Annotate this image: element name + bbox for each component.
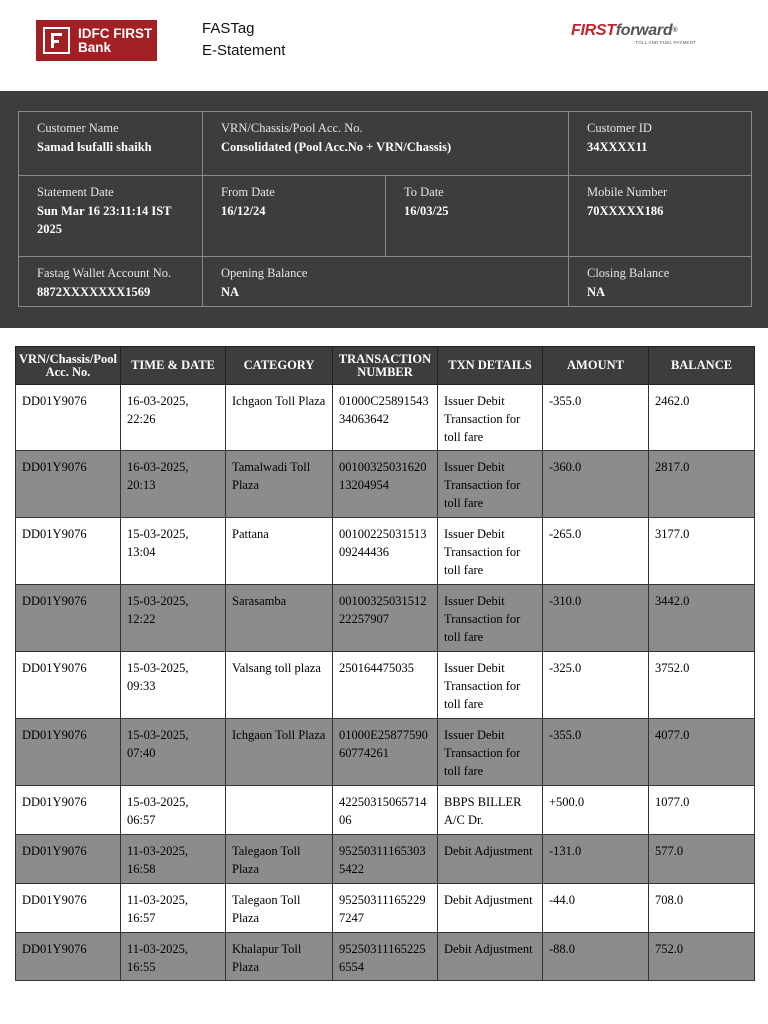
mobile-number-cell: [569, 176, 751, 257]
txn-details-cell: Issuer Debit Transaction for toll fare: [438, 451, 543, 518]
vrn-cell: [203, 112, 569, 176]
mobile-number-value: 70XXXXX186: [587, 204, 664, 218]
document-title-line1: FASTag: [202, 20, 255, 37]
time-date-cell: 11-03-2025, 16:55: [121, 933, 226, 981]
table-row: [16, 585, 755, 652]
table-header-row: [16, 347, 755, 385]
amount-cell: -265.0: [543, 518, 649, 585]
statement-summary-panel: [0, 91, 768, 328]
time-date-cell: 15-03-2025, 07:40: [121, 719, 226, 786]
document-title: [202, 18, 285, 62]
table-row: [16, 518, 755, 585]
table-row: [16, 652, 755, 719]
bank-logo-icon: [43, 27, 70, 54]
balance-cell: 3442.0: [649, 585, 755, 652]
transaction-number-cell: 01000E2587759060774261: [333, 719, 438, 786]
table-row: [16, 385, 755, 451]
closing-balance-cell: [569, 257, 751, 306]
vrn-cell: DD01Y9076: [16, 786, 121, 835]
wallet-account-value: 8872XXXXXXX1569: [37, 285, 151, 299]
time-date-cell: 16-03-2025, 22:26: [121, 385, 226, 451]
amount-cell: -310.0: [543, 585, 649, 652]
amount-cell: -88.0: [543, 933, 649, 981]
balance-cell: 708.0: [649, 884, 755, 933]
txn-details-cell: Debit Adjustment: [438, 835, 543, 884]
category-cell: Tamalwadi Toll Plaza: [226, 451, 333, 518]
txn-details-cell: Issuer Debit Transaction for toll fare: [438, 652, 543, 719]
transaction-number-cell: 0010032503151222257907: [333, 585, 438, 652]
category-cell: Talegaon Toll Plaza: [226, 835, 333, 884]
balance-cell: 4077.0: [649, 719, 755, 786]
transaction-number-cell: 4225031506571406: [333, 786, 438, 835]
time-date-cell: 16-03-2025, 20:13: [121, 451, 226, 518]
transaction-number-cell: 0010032503162013204954: [333, 451, 438, 518]
vrn-value: Consolidated (Pool Acc.No + VRN/Chassis): [221, 140, 452, 154]
balance-cell: 3752.0: [649, 652, 755, 719]
customer-name-value: Samad lsufalli shaikh: [37, 140, 152, 154]
time-date-cell: 15-03-2025, 06:57: [121, 786, 226, 835]
closing-balance-label: Closing Balance: [587, 266, 670, 280]
vrn-cell: DD01Y9076: [16, 835, 121, 884]
from-date-label: From Date: [221, 185, 275, 199]
transaction-number-cell: 952503111652297247: [333, 884, 438, 933]
transaction-number-cell: 250164475035: [333, 652, 438, 719]
opening-balance-cell: [203, 257, 569, 306]
col-header-amount: AMOUNT: [543, 347, 649, 385]
transaction-number-cell: 952503111652256554: [333, 933, 438, 981]
amount-cell: -131.0: [543, 835, 649, 884]
balance-cell: 3177.0: [649, 518, 755, 585]
bank-logo-name: IDFC FIRST: [78, 25, 153, 41]
category-cell: Ichgaon Toll Plaza: [226, 385, 333, 451]
vrn-cell: DD01Y9076: [16, 933, 121, 981]
table-row: [16, 719, 755, 786]
transaction-number-cell: 0010022503151309244436: [333, 518, 438, 585]
col-header-vrn: VRN/Chassis/Pool Acc. No.: [16, 347, 121, 385]
transaction-number-cell: 01000C2589154334063642: [333, 385, 438, 451]
to-date-label: To Date: [404, 185, 444, 199]
brand-tagline: TOLL AND FUEL PAYMENT: [635, 40, 696, 45]
category-cell: Pattana: [226, 518, 333, 585]
vrn-cell: DD01Y9076: [16, 884, 121, 933]
balance-cell: 2462.0: [649, 385, 755, 451]
txn-details-cell: Issuer Debit Transaction for toll fare: [438, 585, 543, 652]
vrn-cell: DD01Y9076: [16, 719, 121, 786]
statement-date-label: Statement Date: [37, 185, 114, 199]
customer-id-value: 34XXXX11: [587, 140, 648, 154]
col-header-transaction-number: TRANSACTION NUMBER: [333, 347, 438, 385]
statement-date-cell: [19, 176, 203, 257]
vrn-cell: DD01Y9076: [16, 585, 121, 652]
table-row: [16, 933, 755, 981]
to-date-value: 16/03/25: [404, 204, 449, 218]
transactions-table: [15, 346, 755, 981]
col-header-balance: BALANCE: [649, 347, 755, 385]
amount-cell: -355.0: [543, 719, 649, 786]
col-header-txn-details: TXN DETAILS: [438, 347, 543, 385]
statement-date-value: Sun Mar 16 23:11:14 IST 2025: [37, 204, 172, 236]
txn-details-cell: BBPS BILLER A/C Dr.: [438, 786, 543, 835]
time-date-cell: 15-03-2025, 12:22: [121, 585, 226, 652]
table-row: [16, 786, 755, 835]
vrn-cell: DD01Y9076: [16, 385, 121, 451]
mobile-number-label: Mobile Number: [587, 185, 668, 199]
wallet-account-label: Fastag Wallet Account No.: [37, 266, 172, 280]
amount-cell: -44.0: [543, 884, 649, 933]
vrn-cell: DD01Y9076: [16, 652, 121, 719]
from-date-cell: [203, 176, 386, 257]
table-row: [16, 884, 755, 933]
txn-details-cell: Issuer Debit Transaction for toll fare: [438, 385, 543, 451]
category-cell: Ichgaon Toll Plaza: [226, 719, 333, 786]
amount-cell: -325.0: [543, 652, 649, 719]
to-date-cell: [386, 176, 569, 257]
balance-cell: 752.0: [649, 933, 755, 981]
firstforward-logo: [571, 22, 706, 45]
customer-name-cell: [19, 112, 203, 176]
customer-name-label: Customer Name: [37, 121, 119, 135]
category-cell: Talegaon Toll Plaza: [226, 884, 333, 933]
amount-cell: -360.0: [543, 451, 649, 518]
txn-details-cell: Debit Adjustment: [438, 884, 543, 933]
amount-cell: +500.0: [543, 786, 649, 835]
table-row: [16, 451, 755, 518]
customer-id-label: Customer ID: [587, 121, 652, 135]
opening-balance-value: NA: [221, 285, 240, 299]
category-cell: [226, 786, 333, 835]
vrn-label: VRN/Chassis/Pool Acc. No.: [221, 121, 363, 135]
category-cell: Valsang toll plaza: [226, 652, 333, 719]
registered-mark: ®: [672, 27, 678, 34]
col-header-category: CATEGORY: [226, 347, 333, 385]
time-date-cell: 15-03-2025, 13:04: [121, 518, 226, 585]
category-cell: Khalapur Toll Plaza: [226, 933, 333, 981]
time-date-cell: 11-03-2025, 16:58: [121, 835, 226, 884]
vrn-cell: DD01Y9076: [16, 518, 121, 585]
balance-cell: 577.0: [649, 835, 755, 884]
opening-balance-label: Opening Balance: [221, 266, 308, 280]
txn-details-cell: Issuer Debit Transaction for toll fare: [438, 518, 543, 585]
from-date-value: 16/12/24: [221, 204, 266, 218]
txn-details-cell: Debit Adjustment: [438, 933, 543, 981]
brand-forward: forward: [615, 22, 673, 39]
vrn-cell: DD01Y9076: [16, 451, 121, 518]
summary-grid: [18, 111, 752, 307]
brand-first: FIRST: [571, 22, 616, 39]
time-date-cell: 15-03-2025, 09:33: [121, 652, 226, 719]
balance-cell: 2817.0: [649, 451, 755, 518]
transaction-number-cell: 952503111653035422: [333, 835, 438, 884]
table-row: [16, 835, 755, 884]
bank-logo: [36, 20, 157, 61]
col-header-time-date: TIME & DATE: [121, 347, 226, 385]
closing-balance-value: NA: [587, 285, 606, 299]
time-date-cell: 11-03-2025, 16:57: [121, 884, 226, 933]
customer-id-cell: [569, 112, 751, 176]
category-cell: Sarasamba: [226, 585, 333, 652]
bank-logo-sub: Bank: [78, 39, 112, 55]
amount-cell: -355.0: [543, 385, 649, 451]
txn-details-cell: Issuer Debit Transaction for toll fare: [438, 719, 543, 786]
wallet-account-cell: [19, 257, 203, 306]
document-title-line2: E-Statement: [202, 42, 286, 59]
balance-cell: 1077.0: [649, 786, 755, 835]
